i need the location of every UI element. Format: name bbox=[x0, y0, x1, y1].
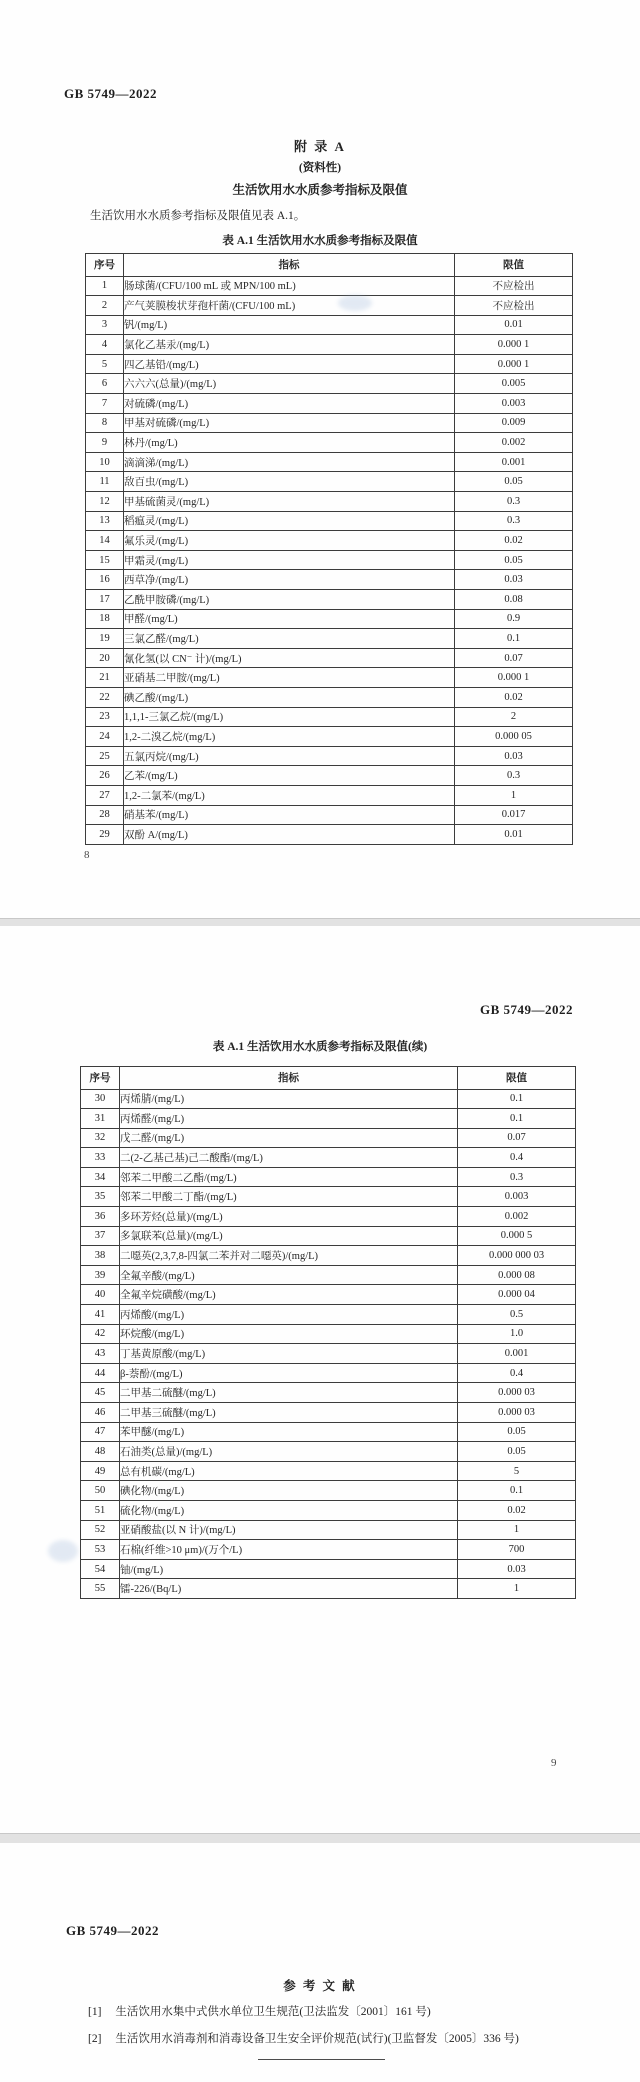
cell-no: 37 bbox=[81, 1226, 120, 1246]
cell-indicator: 五氯丙烷/(mg/L) bbox=[124, 746, 455, 766]
cell-limit: 1 bbox=[458, 1579, 576, 1599]
column-header-no: 序号 bbox=[81, 1067, 120, 1090]
cell-indicator: 环烷酸/(mg/L) bbox=[120, 1324, 458, 1344]
cell-indicator: 全氟辛烷磺酸/(mg/L) bbox=[120, 1285, 458, 1305]
table-row bbox=[81, 1305, 576, 1325]
cell-limit: 0.000 1 bbox=[455, 335, 573, 355]
cell-limit: 1 bbox=[458, 1520, 576, 1540]
table-row bbox=[86, 570, 573, 590]
cell-limit: 0.003 bbox=[455, 394, 573, 414]
table-a1-continued-title: 表 A.1 生活饮用水水质参考指标及限值(续) bbox=[212, 1041, 428, 1053]
cell-indicator: 碘化物/(mg/L) bbox=[120, 1481, 458, 1501]
cell-limit: 0.002 bbox=[458, 1207, 576, 1227]
table-row bbox=[81, 1265, 576, 1285]
cell-limit: 5 bbox=[458, 1461, 576, 1481]
table-row bbox=[81, 1148, 576, 1168]
table-row bbox=[81, 1226, 576, 1246]
cell-indicator: 三氯乙醛/(mg/L) bbox=[124, 629, 455, 649]
cell-no: 27 bbox=[86, 785, 124, 805]
table-row bbox=[86, 394, 573, 414]
cell-indicator: 二甲基二硫醚/(mg/L) bbox=[120, 1383, 458, 1403]
cell-limit: 0.3 bbox=[455, 492, 573, 512]
column-header-limit: 限值 bbox=[455, 254, 573, 277]
cell-indicator: β-萘酚/(mg/L) bbox=[120, 1363, 458, 1383]
cell-limit: 0.003 bbox=[458, 1187, 576, 1207]
cell-limit: 2 bbox=[455, 707, 573, 727]
cell-indicator: 丙烯腈/(mg/L) bbox=[120, 1089, 458, 1109]
table-row bbox=[86, 413, 573, 433]
cell-indicator: 乙酰甲胺磷/(mg/L) bbox=[124, 590, 455, 610]
cell-limit: 0.000 03 bbox=[458, 1403, 576, 1423]
table-row bbox=[86, 511, 573, 531]
table-row bbox=[86, 707, 573, 727]
cell-no: 17 bbox=[86, 590, 124, 610]
cell-limit: 0.005 bbox=[455, 374, 573, 394]
cell-no: 45 bbox=[81, 1383, 120, 1403]
table-row bbox=[81, 1403, 576, 1423]
cell-no: 29 bbox=[86, 825, 124, 845]
cell-no: 30 bbox=[81, 1089, 120, 1109]
cell-no: 23 bbox=[86, 707, 124, 727]
table-row bbox=[81, 1500, 576, 1520]
page-number: 9 bbox=[551, 1757, 557, 1769]
cell-no: 26 bbox=[86, 766, 124, 786]
cell-indicator: 钒/(mg/L) bbox=[124, 315, 455, 335]
cell-indicator: 二(2-乙基己基)己二酸酯/(mg/L) bbox=[120, 1148, 458, 1168]
reference-label: [2] bbox=[88, 2033, 102, 2045]
appendix-heading: 生活饮用水水质参考指标及限值 bbox=[232, 183, 408, 197]
cell-limit: 0.3 bbox=[458, 1167, 576, 1187]
cell-limit: 1.0 bbox=[458, 1324, 576, 1344]
cell-no: 41 bbox=[81, 1305, 120, 1325]
table-row bbox=[86, 648, 573, 668]
cell-indicator: 1,2-二溴乙烷/(mg/L) bbox=[124, 727, 455, 747]
cell-limit: 不应检出 bbox=[455, 296, 573, 316]
cell-no: 39 bbox=[81, 1265, 120, 1285]
cell-no: 2 bbox=[86, 296, 124, 316]
cell-limit: 0.9 bbox=[455, 609, 573, 629]
cell-no: 55 bbox=[81, 1579, 120, 1599]
standard-code-header: GB 5749—2022 bbox=[66, 1923, 160, 1938]
cell-indicator: 戊二醛/(mg/L) bbox=[120, 1128, 458, 1148]
cell-indicator: 丙烯醛/(mg/L) bbox=[120, 1109, 458, 1129]
cell-no: 47 bbox=[81, 1422, 120, 1442]
table-a1 bbox=[85, 253, 573, 845]
cell-no: 51 bbox=[81, 1500, 120, 1520]
cell-limit: 0.05 bbox=[458, 1422, 576, 1442]
cell-no: 28 bbox=[86, 805, 124, 825]
cell-indicator: 碘乙酸/(mg/L) bbox=[124, 687, 455, 707]
cell-limit: 0.000 03 bbox=[458, 1383, 576, 1403]
table-row bbox=[86, 687, 573, 707]
cell-limit: 0.000 000 03 bbox=[458, 1246, 576, 1266]
cell-indicator: 1,2-二氯苯/(mg/L) bbox=[124, 785, 455, 805]
cell-no: 50 bbox=[81, 1481, 120, 1501]
cell-no: 52 bbox=[81, 1520, 120, 1540]
cell-limit: 0.1 bbox=[458, 1109, 576, 1129]
cell-no: 22 bbox=[86, 687, 124, 707]
reference-text: 生活饮用水集中式供水单位卫生规范(卫法监发〔2001〕161 号) bbox=[115, 2006, 431, 2018]
cell-limit: 0.5 bbox=[458, 1305, 576, 1325]
table-row bbox=[86, 629, 573, 649]
cell-limit: 0.03 bbox=[458, 1559, 576, 1579]
table-row bbox=[81, 1109, 576, 1129]
cell-limit: 0.05 bbox=[458, 1442, 576, 1462]
cell-indicator: 全氟辛酸/(mg/L) bbox=[120, 1265, 458, 1285]
table-row bbox=[86, 825, 573, 845]
table-row bbox=[86, 296, 573, 316]
cell-limit: 0.000 04 bbox=[458, 1285, 576, 1305]
table-row bbox=[86, 550, 573, 570]
end-of-document-line bbox=[258, 2059, 385, 2060]
table-row bbox=[81, 1422, 576, 1442]
cell-limit: 0.4 bbox=[458, 1363, 576, 1383]
table-row bbox=[81, 1559, 576, 1579]
cell-limit: 0.03 bbox=[455, 746, 573, 766]
cell-no: 12 bbox=[86, 492, 124, 512]
table-row bbox=[81, 1089, 576, 1109]
cell-limit: 0.001 bbox=[455, 452, 573, 472]
cell-indicator: 亚硝酸盐(以 N 计)/(mg/L) bbox=[120, 1520, 458, 1540]
cell-no: 48 bbox=[81, 1442, 120, 1462]
cell-limit: 0.1 bbox=[455, 629, 573, 649]
appendix-title: 附 录 A bbox=[294, 139, 346, 154]
cell-limit: 0.01 bbox=[455, 315, 573, 335]
cell-no: 53 bbox=[81, 1540, 120, 1560]
cell-indicator: 西草净/(mg/L) bbox=[124, 570, 455, 590]
cell-no: 11 bbox=[86, 472, 124, 492]
cell-limit: 0.02 bbox=[455, 531, 573, 551]
cell-no: 3 bbox=[86, 315, 124, 335]
appendix-type-label: (资料性) bbox=[298, 162, 342, 174]
cell-indicator: 氯化乙基汞/(mg/L) bbox=[124, 335, 455, 355]
table-row bbox=[86, 727, 573, 747]
table-row bbox=[86, 805, 573, 825]
cell-indicator: 苯甲醚/(mg/L) bbox=[120, 1422, 458, 1442]
cell-limit: 0.000 1 bbox=[455, 354, 573, 374]
table-row bbox=[86, 785, 573, 805]
cell-indicator: 产气荚膜梭状芽孢杆菌/(CFU/100 mL) bbox=[124, 296, 455, 316]
cell-no: 31 bbox=[81, 1109, 120, 1129]
cell-no: 32 bbox=[81, 1128, 120, 1148]
table-header-row bbox=[86, 254, 573, 277]
cell-no: 1 bbox=[86, 276, 124, 296]
table-row bbox=[86, 609, 573, 629]
cell-limit: 0.000 5 bbox=[458, 1226, 576, 1246]
cell-indicator: 甲基硫菌灵/(mg/L) bbox=[124, 492, 455, 512]
cell-no: 38 bbox=[81, 1246, 120, 1266]
cell-no: 18 bbox=[86, 609, 124, 629]
cell-indicator: 氰化氢(以 CN⁻ 计)/(mg/L) bbox=[124, 648, 455, 668]
cell-no: 13 bbox=[86, 511, 124, 531]
table-row bbox=[86, 452, 573, 472]
column-header-indicator: 指标 bbox=[120, 1067, 458, 1090]
table-a1-title: 表 A.1 生活饮用水水质参考指标及限值 bbox=[222, 235, 418, 247]
reference-item bbox=[88, 1999, 608, 2026]
cell-no: 44 bbox=[81, 1363, 120, 1383]
cell-indicator: 丁基黄原酸/(mg/L) bbox=[120, 1344, 458, 1364]
standard-code-header: GB 5749—2022 bbox=[479, 1002, 573, 1017]
cell-no: 6 bbox=[86, 374, 124, 394]
table-row bbox=[86, 276, 573, 296]
column-header-limit: 限值 bbox=[458, 1067, 576, 1090]
cell-indicator: 稻瘟灵/(mg/L) bbox=[124, 511, 455, 531]
scan-smudge bbox=[338, 295, 372, 311]
table-row bbox=[81, 1246, 576, 1266]
cell-no: 49 bbox=[81, 1461, 120, 1481]
cell-indicator: 镭-226/(Bq/L) bbox=[120, 1579, 458, 1599]
table-row bbox=[81, 1579, 576, 1599]
table-row bbox=[81, 1324, 576, 1344]
cell-limit: 0.4 bbox=[458, 1148, 576, 1168]
cell-limit: 0.3 bbox=[455, 766, 573, 786]
table-a1-continued bbox=[80, 1066, 576, 1599]
table-row bbox=[86, 531, 573, 551]
table-row bbox=[86, 590, 573, 610]
cell-limit: 0.001 bbox=[458, 1344, 576, 1364]
cell-limit: 0.3 bbox=[455, 511, 573, 531]
cell-limit: 0.000 1 bbox=[455, 668, 573, 688]
table-row bbox=[86, 315, 573, 335]
table-row bbox=[81, 1540, 576, 1560]
table-row bbox=[81, 1520, 576, 1540]
cell-indicator: 肠球菌/(CFU/100 mL 或 MPN/100 mL) bbox=[124, 276, 455, 296]
cell-indicator: 甲基对硫磷/(mg/L) bbox=[124, 413, 455, 433]
cell-indicator: 丙烯酸/(mg/L) bbox=[120, 1305, 458, 1325]
page-2 bbox=[0, 926, 640, 1833]
cell-indicator: 二甲基三硫醚/(mg/L) bbox=[120, 1403, 458, 1423]
cell-no: 5 bbox=[86, 354, 124, 374]
references-list bbox=[88, 1999, 608, 2053]
cell-no: 9 bbox=[86, 433, 124, 453]
cell-no: 16 bbox=[86, 570, 124, 590]
cell-no: 36 bbox=[81, 1207, 120, 1227]
cell-no: 10 bbox=[86, 452, 124, 472]
page-1 bbox=[0, 0, 640, 918]
table-row bbox=[86, 433, 573, 453]
cell-indicator: 亚硝基二甲胺/(mg/L) bbox=[124, 668, 455, 688]
column-header-no: 序号 bbox=[86, 254, 124, 277]
cell-limit: 0.000 08 bbox=[458, 1265, 576, 1285]
cell-indicator: 林丹/(mg/L) bbox=[124, 433, 455, 453]
cell-no: 43 bbox=[81, 1344, 120, 1364]
cell-indicator: 六六六(总量)/(mg/L) bbox=[124, 374, 455, 394]
cell-indicator: 甲醛/(mg/L) bbox=[124, 609, 455, 629]
table-row bbox=[81, 1207, 576, 1227]
table-row bbox=[81, 1285, 576, 1305]
cell-limit: 0.03 bbox=[455, 570, 573, 590]
cell-indicator: 多氯联苯(总量)/(mg/L) bbox=[120, 1226, 458, 1246]
table-row bbox=[86, 335, 573, 355]
cell-no: 34 bbox=[81, 1167, 120, 1187]
cell-no: 19 bbox=[86, 629, 124, 649]
table-row bbox=[86, 374, 573, 394]
table-row bbox=[86, 746, 573, 766]
cell-limit: 700 bbox=[458, 1540, 576, 1560]
cell-indicator: 多环芳烃(总量)/(mg/L) bbox=[120, 1207, 458, 1227]
cell-indicator: 二噁英(2,3,7,8-四氯二苯并对二噁英)/(mg/L) bbox=[120, 1246, 458, 1266]
cell-limit: 0.017 bbox=[455, 805, 573, 825]
cell-indicator: 敌百虫/(mg/L) bbox=[124, 472, 455, 492]
cell-indicator: 1,1,1-三氯乙烷/(mg/L) bbox=[124, 707, 455, 727]
cell-limit: 0.000 05 bbox=[455, 727, 573, 747]
cell-limit: 0.1 bbox=[458, 1481, 576, 1501]
cell-no: 25 bbox=[86, 746, 124, 766]
cell-indicator: 双酚 A/(mg/L) bbox=[124, 825, 455, 845]
cell-indicator: 对硫磷/(mg/L) bbox=[124, 394, 455, 414]
cell-no: 35 bbox=[81, 1187, 120, 1207]
cell-indicator: 氟乐灵/(mg/L) bbox=[124, 531, 455, 551]
cell-limit: 0.02 bbox=[458, 1500, 576, 1520]
cell-limit: 0.08 bbox=[455, 590, 573, 610]
table-row bbox=[86, 354, 573, 374]
cell-indicator: 石棉(纤维>10 μm)/(万个/L) bbox=[120, 1540, 458, 1560]
table-row bbox=[81, 1167, 576, 1187]
table-row bbox=[86, 472, 573, 492]
page-number: 8 bbox=[84, 849, 90, 861]
column-header-indicator: 指标 bbox=[124, 254, 455, 277]
table-row bbox=[81, 1363, 576, 1383]
cell-limit: 0.1 bbox=[458, 1089, 576, 1109]
cell-no: 21 bbox=[86, 668, 124, 688]
cell-limit: 0.07 bbox=[455, 648, 573, 668]
cell-no: 42 bbox=[81, 1324, 120, 1344]
table-row bbox=[81, 1187, 576, 1207]
reference-label: [1] bbox=[88, 2006, 102, 2018]
references-title: 参 考 文 献 bbox=[283, 1979, 357, 1993]
cell-limit: 0.009 bbox=[455, 413, 573, 433]
table-row bbox=[81, 1128, 576, 1148]
cell-indicator: 硫化物/(mg/L) bbox=[120, 1500, 458, 1520]
cell-limit: 0.07 bbox=[458, 1128, 576, 1148]
cell-indicator: 四乙基铅/(mg/L) bbox=[124, 354, 455, 374]
table-row bbox=[86, 766, 573, 786]
table-row bbox=[81, 1344, 576, 1364]
reference-text: 生活饮用水消毒剂和消毒设备卫生安全评价规范(试行)(卫监督发〔2005〕336 号) bbox=[115, 2033, 519, 2045]
table-row bbox=[81, 1481, 576, 1501]
cell-no: 8 bbox=[86, 413, 124, 433]
cell-limit: 不应检出 bbox=[455, 276, 573, 296]
cell-limit: 0.002 bbox=[455, 433, 573, 453]
cell-indicator: 滴滴涕/(mg/L) bbox=[124, 452, 455, 472]
scan-smudge bbox=[48, 1540, 78, 1562]
cell-indicator: 铀/(mg/L) bbox=[120, 1559, 458, 1579]
cell-indicator: 甲霜灵/(mg/L) bbox=[124, 550, 455, 570]
table-row bbox=[81, 1461, 576, 1481]
table-row bbox=[81, 1383, 576, 1403]
cell-limit: 0.01 bbox=[455, 825, 573, 845]
cell-indicator: 乙苯/(mg/L) bbox=[124, 766, 455, 786]
cell-limit: 0.05 bbox=[455, 550, 573, 570]
cell-no: 4 bbox=[86, 335, 124, 355]
cell-no: 33 bbox=[81, 1148, 120, 1168]
cell-limit: 0.05 bbox=[455, 472, 573, 492]
reference-item bbox=[88, 2026, 608, 2053]
standard-code-header: GB 5749—2022 bbox=[64, 86, 158, 101]
table-header-row bbox=[81, 1067, 576, 1090]
cell-no: 20 bbox=[86, 648, 124, 668]
cell-indicator: 邻苯二甲酸二丁酯/(mg/L) bbox=[120, 1187, 458, 1207]
cell-indicator: 邻苯二甲酸二乙酯/(mg/L) bbox=[120, 1167, 458, 1187]
cell-indicator: 石油类(总量)/(mg/L) bbox=[120, 1442, 458, 1462]
table-row bbox=[81, 1442, 576, 1462]
table-row bbox=[86, 668, 573, 688]
cell-limit: 1 bbox=[455, 785, 573, 805]
table-row bbox=[86, 492, 573, 512]
page-3 bbox=[0, 1843, 640, 2082]
cell-indicator: 总有机碳/(mg/L) bbox=[120, 1461, 458, 1481]
cell-no: 54 bbox=[81, 1559, 120, 1579]
cell-no: 15 bbox=[86, 550, 124, 570]
cell-no: 7 bbox=[86, 394, 124, 414]
cell-no: 24 bbox=[86, 727, 124, 747]
cell-no: 14 bbox=[86, 531, 124, 551]
cell-indicator: 硝基苯/(mg/L) bbox=[124, 805, 455, 825]
cell-no: 46 bbox=[81, 1403, 120, 1423]
cell-limit: 0.02 bbox=[455, 687, 573, 707]
cell-no: 40 bbox=[81, 1285, 120, 1305]
intro-text: 生活饮用水水质参考指标及限值见表 A.1。 bbox=[90, 210, 306, 222]
